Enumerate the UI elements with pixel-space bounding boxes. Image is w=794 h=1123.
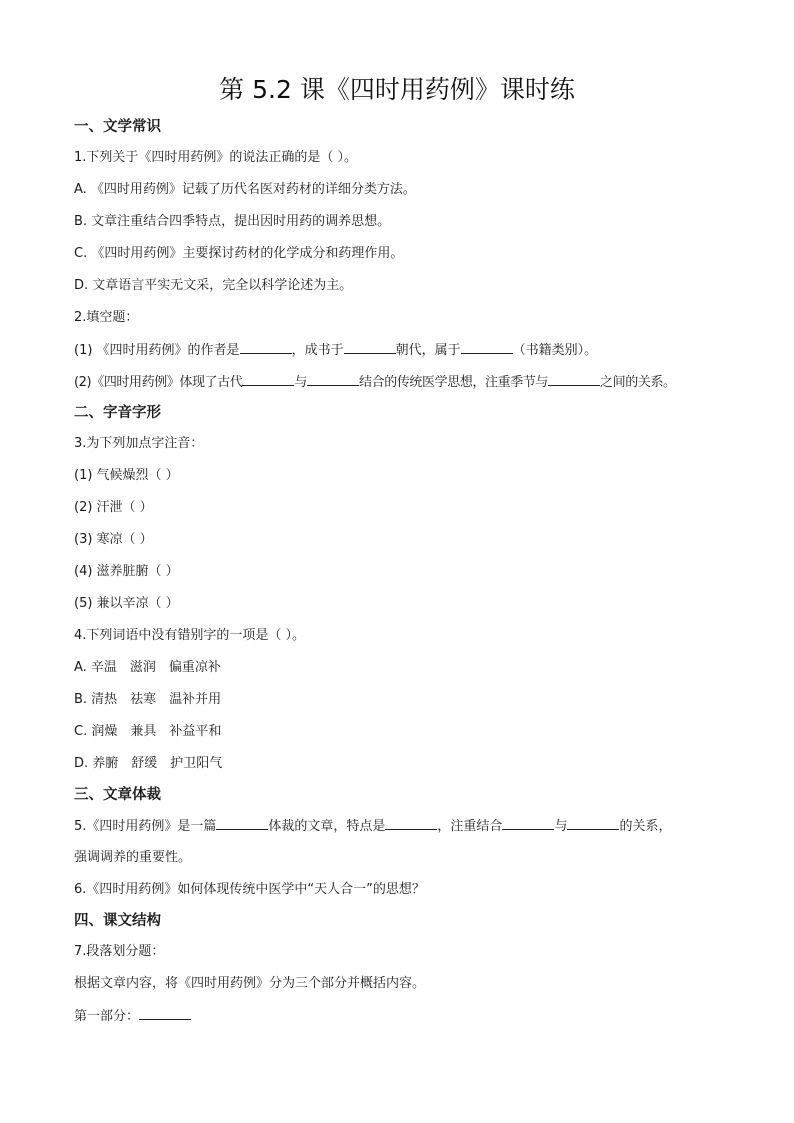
q5-text-5: 的关系， bbox=[619, 819, 672, 834]
question-1-option-a: A. 《四时用药例》记载了历代名医对药材的详细分类方法。 bbox=[74, 182, 416, 197]
question-4-option-d: D. 养腑 舒缓 护卫阳气 bbox=[74, 756, 223, 771]
question-7-stem: 7.段落划分题： bbox=[74, 944, 165, 959]
q2-line1-text-2: ，成书于 bbox=[291, 343, 344, 358]
question-3-item-5: (5) 兼以辛凉（ ） bbox=[74, 596, 179, 611]
q5-text-3: ，注重结合 bbox=[437, 819, 503, 834]
question-4-stem: 4.下列词语中没有错别字的一项是（ ）。 bbox=[74, 628, 306, 643]
section-heading-genre: 三、文章体裁 bbox=[74, 787, 161, 803]
question-3-stem: 3.为下列加点字注音： bbox=[74, 436, 204, 451]
question-3-item-3: (3) 寒凉（ ） bbox=[74, 532, 153, 547]
question-3-item-2: (2) 汗泄（ ） bbox=[74, 500, 153, 515]
section-heading-literature: 一、文学常识 bbox=[74, 119, 161, 135]
answer-blank[interactable] bbox=[567, 816, 619, 830]
question-7-part-1 bbox=[74, 1006, 191, 1027]
question-5-line-1 bbox=[74, 816, 671, 837]
question-4-option-a: A. 辛温 滋润 偏重凉补 bbox=[74, 660, 221, 675]
section-heading-structure: 四、课文结构 bbox=[74, 913, 161, 929]
question-1-option-d: D. 文章语言平实无文采，完全以科学论述为主。 bbox=[74, 278, 353, 293]
answer-blank[interactable] bbox=[461, 340, 513, 354]
question-2-line-2 bbox=[74, 372, 676, 393]
answer-blank[interactable] bbox=[139, 1006, 191, 1020]
q2-line2-text-2: 与 bbox=[294, 375, 308, 390]
q2-line1-text-4: （书籍类别）。 bbox=[512, 343, 598, 358]
question-6-stem: 6.《四时用药例》如何体现传统中医学中“天人合一”的思想？ bbox=[74, 882, 425, 897]
question-1-option-b: B. 文章注重结合四季特点，提出因时用药的调养思想。 bbox=[74, 214, 391, 229]
part-1-label: 第一部分： bbox=[74, 1009, 140, 1024]
q5-text-2: 体裁的文章，特点是 bbox=[268, 819, 386, 834]
section-heading-pronunciation: 二、字音字形 bbox=[74, 405, 161, 421]
answer-blank[interactable] bbox=[216, 816, 268, 830]
answer-blank[interactable] bbox=[307, 372, 359, 386]
answer-blank[interactable] bbox=[502, 816, 554, 830]
answer-blank[interactable] bbox=[242, 372, 294, 386]
question-4-option-b: B. 清热 祛寒 温补并用 bbox=[74, 692, 222, 707]
answer-blank[interactable] bbox=[240, 340, 292, 354]
question-1-stem: 1.下列关于《四时用药例》的说法正确的是（ ）。 bbox=[74, 150, 358, 165]
question-3-item-1: (1) 气候燥烈（ ） bbox=[74, 468, 179, 483]
question-3-item-4: (4) 滋养脏腑（ ） bbox=[74, 564, 179, 579]
q5-text-4: 与 bbox=[554, 819, 568, 834]
q2-line2-text-3: 结合的传统医学思想，注重季节与 bbox=[359, 375, 549, 390]
answer-blank[interactable] bbox=[344, 340, 396, 354]
q2-line2-text-4: 之间的关系。 bbox=[600, 375, 676, 390]
answer-blank[interactable] bbox=[385, 816, 437, 830]
q2-line2-text-1: (2)《四时用药例》体现了古代 bbox=[74, 375, 243, 390]
question-4-option-c: C. 润燥 兼具 补益平和 bbox=[74, 724, 222, 739]
question-1-option-c: C. 《四时用药例》主要探讨药材的化学成分和药理作用。 bbox=[74, 246, 404, 261]
question-2-stem: 2.填空题： bbox=[74, 310, 139, 325]
q2-line1-text-3: 朝代，属于 bbox=[395, 343, 461, 358]
question-2-line-1 bbox=[74, 340, 597, 361]
answer-blank[interactable] bbox=[548, 372, 600, 386]
page-title: 第 5.2 课《四时用药例》课时练 bbox=[219, 75, 575, 104]
q2-line1-text-1: (1) 《四时用药例》的作者是 bbox=[74, 343, 240, 358]
q5-text-1: 5.《四时用药例》是一篇 bbox=[74, 819, 217, 834]
question-7-instruction: 根据文章内容，将《四时用药例》分为三个部分并概括内容。 bbox=[74, 976, 426, 991]
question-5-line-2: 强调调养的重要性。 bbox=[74, 850, 192, 865]
